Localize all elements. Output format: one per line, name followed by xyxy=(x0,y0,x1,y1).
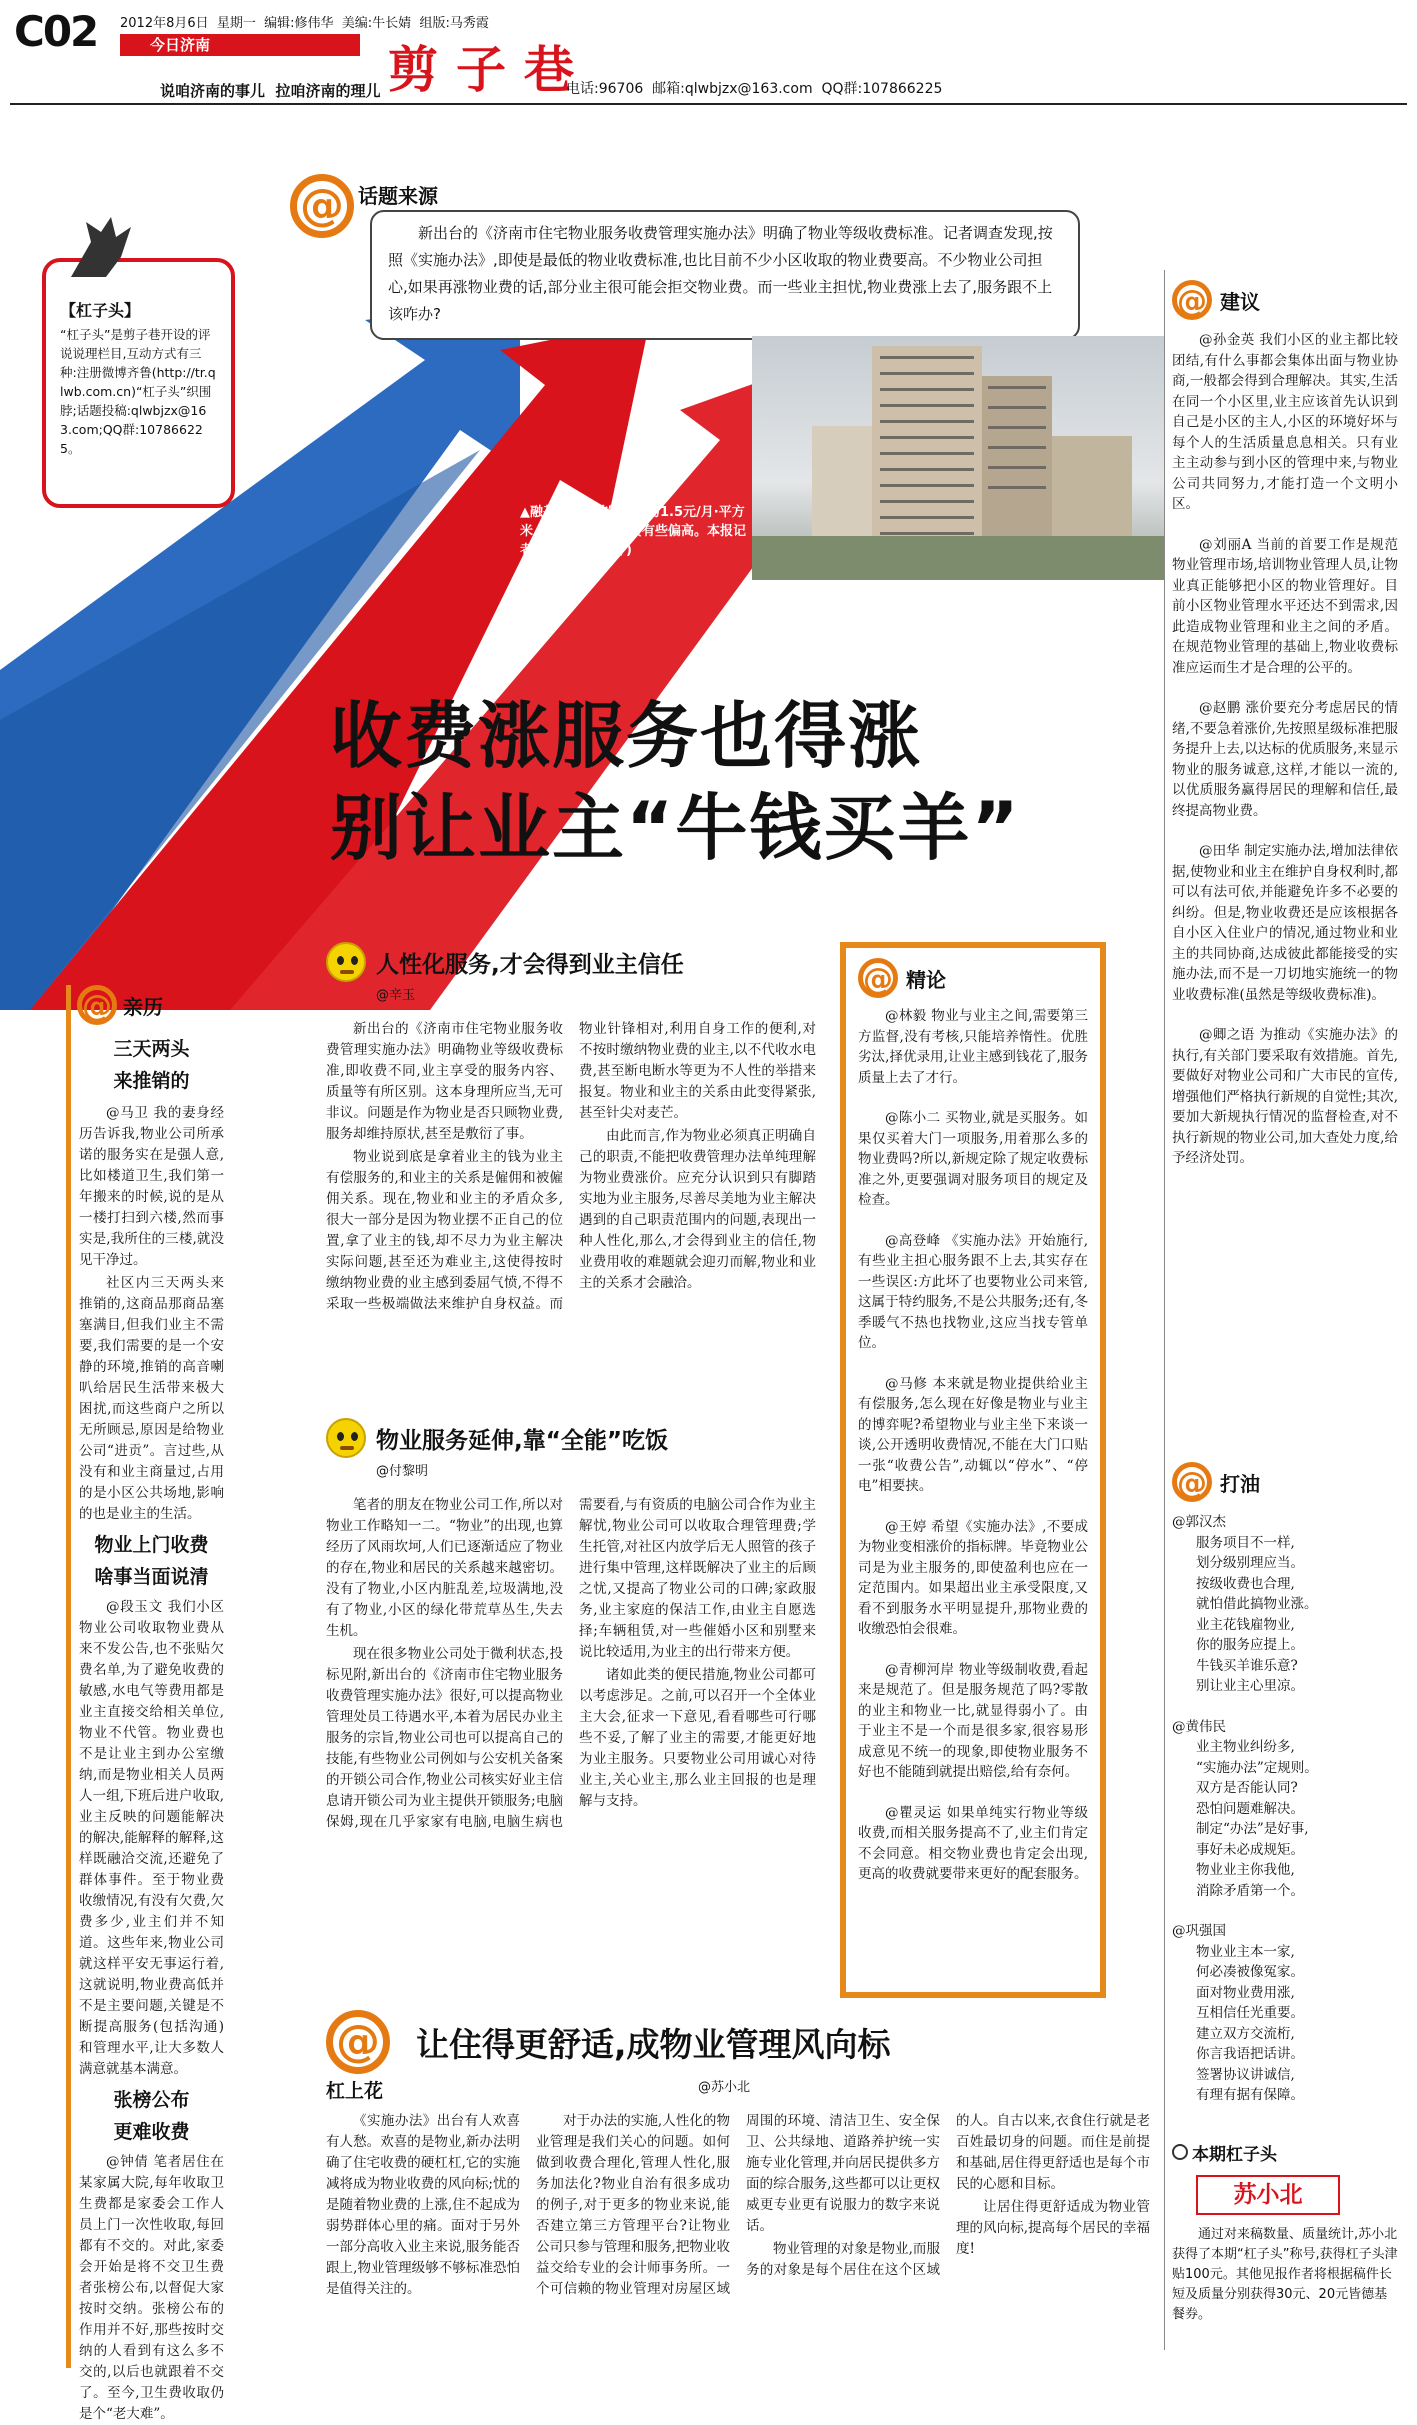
jianyi-column xyxy=(1172,280,1398,1189)
jinglun-comment: @王婷 希望《实施办法》,不要成为物业变相涨价的指标牌。毕竟物业公司是为业主服务的,即使盈利也应在一定范围内。如果超出业主承受限度,又看不到服务水平明显提升,那物业费的收缴恐怕会很难。 xyxy=(858,1518,1088,1637)
headline-line1: 收费涨服务也得涨 xyxy=(330,694,923,778)
jianyi-comment: @赵鹏 涨价要充分考虑居民的情绪,不要急着涨价,先按照星级标准把服务提升上去,以达标的优质服务,来显示物业的服务诚意,这样,才能以一流的,以优质服务赢得居民的理解和信任,最终提高物业费。 xyxy=(1172,700,1398,819)
contact-line: 电话:96706 邮箱:qlwbjzx@163.com QQ群:107866225 xyxy=(566,81,943,97)
topic-label: 话题来源 xyxy=(358,184,438,208)
benqi-label-text: 本期杠子头 xyxy=(1192,2145,1277,2165)
article-3-p4: 让居住得更舒适成为物业管理的风向标,提高每个居民的幸福度! xyxy=(956,2199,1150,2257)
jinglun-box xyxy=(840,942,1106,1998)
page-number: C02 xyxy=(14,7,98,56)
headline xyxy=(330,690,1021,874)
at-icon: @ xyxy=(1172,280,1212,320)
at-icon: @ xyxy=(77,985,117,1025)
dayou-label: 打油 xyxy=(1220,1471,1260,1496)
article-1-p1: 新出台的《济南市住宅物业服务收费管理实施办法》明确物业等级收费标准,即收费不同,业主享受的服务内容、质量等有所区别。这本身理所应当,无可非议。问题是作为物业是否只顾物业费,服务却维持原状,甚至是敷衍了事。 xyxy=(326,1021,563,1142)
motto: 说咱济南的事儿 拉咱济南的理儿 xyxy=(160,82,381,100)
jianyi-comment: @刘丽A 当前的首要工作是规范物业管理市场,培训物业管理人员,让物业真正能够把小区的物业管理好。目前小区物业管理水平还达不到需求,因此造成物业管理和业主之间的矛盾。在规范物业管理的基础上,物业收费标准应运而生才是合理的公平的。 xyxy=(1172,536,1398,676)
article-1-p3: 由此而言,作为物业必须真正明确自己的职责,不能把收费管理办法单纯理解为物业费涨价。应充分认识到只有脚踏实地为业主服务,尽善尽美地为业主解决遇到的自己职责范围内的问题,表现出一种人性化,那么,才会得到业主的信任,物业费用收的难题就会迎刃而解,物业和业主的关系才会融洽。 xyxy=(579,1128,816,1291)
article-3-title: 让住得更舒适,成物业管理风向标 xyxy=(416,2024,891,2064)
jinglun-comment: @青柳河岸 物业等级制收费,看起来是规范了。但是服务规范了吗?零散的业主和物业一比,就显得弱小了。由于业主不是一个而是很多家,很容易形成意见不统一的现象,即使物业服务不好也不能随到就提出赔偿,给有奈何。 xyxy=(858,1661,1088,1780)
article-3 xyxy=(326,2010,1150,2405)
section-tab xyxy=(120,34,360,56)
jinglun-comment: @马修 本来就是物业提供给业主有偿服务,怎么现在好像是物业与业主的博弈呢?希望物业与业主坐下来谈一谈,公开透明收费情况,不能在大门口贴一张“收费公告”,动辄以“停水”、“停电”相要挟。 xyxy=(858,1375,1088,1494)
photo-caption: ▲融基书香苑的物业费为1.5元/月·平方米,部分业主认为收费有些偏高。本报记者 喻奕 摄(资料片) xyxy=(520,505,746,558)
dayou-item xyxy=(1172,1717,1398,1902)
topic-at-icon xyxy=(290,174,354,238)
dayou-item xyxy=(1172,1512,1398,1697)
jinglun-list xyxy=(858,1006,1088,1885)
jinglun-comment: @瞿灵运 如果单纯实行物业等级收费,而相关服务提高不了,业主们肯定不会同意。相交物业费也肯定会出现,更高的收费就要带来更好的配套服务。 xyxy=(858,1804,1088,1882)
article-2 xyxy=(326,1418,816,2039)
at-icon: @ xyxy=(858,958,898,998)
jinglun-comment: @林毅 物业与业主之间,需要第三方监督,没有考核,只能培养惰性。优胜劣汰,择优录用,让业主感到钱花了,服务质量上去了才行。 xyxy=(858,1008,1088,1086)
article-1-title: 人性化服务,才会得到业主信任 xyxy=(376,951,684,978)
headline-line2: 别让业主“牛钱买羊” xyxy=(330,786,1021,870)
dayou-poem: 业主物业纠纷多, “实施办法”定规则。 双方是否能认同? 恐怕问题难解决。 制定“办法”是好事, 事好未必成规矩。 物业业主你我他, 消除矛盾第一个。 xyxy=(1196,1739,1318,1899)
at-icon: @ xyxy=(326,2010,390,2074)
dayou-author: @郭汉杰 xyxy=(1172,1514,1226,1530)
qinli-text-2: @段玉文 我们小区物业公司收取物业费从来不发公告,也不张贴欠费名单,为了避免收费的敏感,水电气等费用都是业主直接交给相关单位,物业不代管。物业费也不是让业主到办公室缴纳,而是物业相关人员两人一组,下班后进户收取,业主反映的问题能解决的解决,能解释的解释,这样既融洽交流,还避免了群体事件。至于物业费收缴情况,有没有欠费,欠费多少,业主们并不知道。这些年来,物业公司就这样平安无事运行着,这就说明,物业费高低并不是主要问题,关键是不断提高服务(包括沟通)和管理水平,让大多数人满意就基本满意。 xyxy=(79,1599,224,2077)
dayou-column xyxy=(1172,1462,1398,2126)
fist-icon xyxy=(66,212,136,282)
qinli-text-3: @钟倩 笔者居住在某家属大院,每年收取卫生费都是家委会工作人员上门一次性收取,每回都有不交的。对此,家委会开始是将不交卫生费者张榜公布,以督促大家按时交纳。张榜公布的作用并不好,那些按时交纳的人看到有这么多不交的,以后也就跟着不交了。至今,卫生费收取仍是个“老大难”。 xyxy=(79,2154,224,2422)
gangzitou-title: 【杠子头】 xyxy=(60,301,141,320)
topic-box xyxy=(370,210,1080,340)
at-icon: @ xyxy=(290,174,354,238)
topic-text: 新出台的《济南市住宅物业服务收费管理实施办法》明确了物业等级收费标准。记者调查发现,按照《实施办法》,即使是最低的物业收费标准,也比目前不少小区收取的物业费要高。不少物业公司担心,如果再涨物业费的话,部分业主很可能会拒交物业费。而一些业主担忧,物业费涨上去了,服务跟不上该咋办? xyxy=(388,224,1053,323)
article-3-p2: 对于办法的实施,人性化的物业管理是我们关心的问题。如何做到收费合理化,管理人性化,服务加法化?物业自治有很多成功的例子,对于更多的物业来说,能否建立第三方管理平台?让物业公司只参与管理和服务,把物业收益交给专业的会计师事务所。一个可信赖的物业管理对房屋区域周围的环境、清洁卫生、安全保卫、公共绿地、道路养护统一实施专业化管理,并向居民提供多方面的综合服务,这些都可以让更权威更专业更有说服力的数字来说话。 xyxy=(536,2113,940,2297)
article-1-author: @辛玉 xyxy=(376,988,416,1003)
jianyi-comment: @田华 制定实施办法,增加法律依据,使物业和业主在维护自身权利时,都可以有法可依,并能避免许多不必要的纠纷。但是,物业收费还是应该根据各自小区入住业户的情况,通过物业和业主的共同协商,达成彼此都能接受的实施办法,而不是一刀切地实施统一的物业收费标准(虽然是等级收费标准)。 xyxy=(1172,843,1398,1003)
jianyi-comment: @孙金英 我们小区的业主都比较团结,有什么事都会集体出面与物业协商,一般都会得到合理解决。其实,生活在同一个小区里,业主应该首先认识到自己是小区的主人,小区的环境好坏与每个人的生活质量息息相关。只有业主主动参与到小区的管理中来,与物业公司共同努力,才能打造一个文明小区。 xyxy=(1172,332,1398,512)
dayou-list xyxy=(1172,1512,1398,2106)
article-2-p3: 诸如此类的便民措施,物业公司都可以考虑涉足。之前,可以召开一个全体业主大会,征求一下意见,看看哪些可行哪些不妥,了解了业主的需要,才能更好地为业主服务。只要物业公司用诚心对待业主,关心业主,那么业主回报的也是理解与支持。 xyxy=(579,1667,816,1809)
qinli-text-1a: @马卫 我的妻身经历告诉我,物业公司所承诺的服务实在是强人意,比如楼道卫生,我们第一年搬来的时候,说的是从一楼打扫到六楼,然而事实是,我所住的三楼,就没见干净过。 xyxy=(79,1105,224,1268)
article-1 xyxy=(326,942,816,1429)
qinli-label: 亲历 xyxy=(123,994,163,1019)
jinglun-comment: @高登峰 《实施办法》开始施行,有些业主担心服务跟不上去,其实存在一些误区:方此坏了也要物业公司来管,这属于特约服务,不是公共服务;还有,冬季暖气不热也找物业,这应当找专管单位。 xyxy=(858,1232,1088,1351)
qinli-subhead-1: 三天两头 来推销的 xyxy=(113,1038,190,1092)
dayou-author: @黄伟民 xyxy=(1172,1718,1226,1735)
dayou-poem: 服务项目不一样, 划分级别理应当。 按级收费也合理, 就怕借此搞物业涨。 业主花钱雇物业, 你的服务应提上。 牛钱买羊谁乐意? 别让业主心里凉。 xyxy=(1196,1534,1318,1694)
article-2-p1: 笔者的朋友在物业公司工作,所以对物业工作略知一二。“物业”的出现,也算经历了风雨坎坷,人们已逐渐适应了物业的存在,物业和居民的关系越来越密切。没有了物业,小区内脏乱差,垃圾满地,没有了物业,小区的绿化带荒草丛生,失去生机。 xyxy=(326,1497,563,1639)
smiley-icon xyxy=(326,1418,366,1458)
at-icon: @ xyxy=(1172,1462,1212,1502)
jinglun-label: 精论 xyxy=(906,967,946,992)
gangzitou-box xyxy=(42,258,235,508)
jinglun-comment: @陈小二 买物业,就是买服务。如果仅买着大门一项服务,用着那么多的物业费吗?所以,新规定除了规定收费标准之外,更要强调对服务项目的规定及检查。 xyxy=(858,1110,1088,1208)
building-photo xyxy=(752,336,1164,580)
dayou-author: @巩强国 xyxy=(1172,1923,1226,1939)
article-2-p2: 现在很多物业公司处于微利状态,投标见附,新出台的《济南市住宅物业服务收费管理实施办法》很好,可以提高物业管理处员工待遇水平,本着为居民办业主服务的宗旨,物业公司也可以提高自己的技能,有些物业公司例如与公安机关备案的开锁公司合作,物业公司核实好业主信息请开锁公司为业主提供开锁服务;电脑保姆,现在几乎家家有电脑,电脑生病也需要看,与有资质的电脑公司合作为业主解忧,物业公司可以收取合理管理费;学生托管,对社区内放学后无人照管的孩子进行集中管理,这样既解决了业主的后顾之忧,又提高了物业公司的口碑;家政服务,业主家庭的保洁工作,由业主自愿选择;车辆租赁,对一些催婚小区和别墅来说比较适用,为业主的出行带来方便。 xyxy=(326,1497,816,1830)
benqi-name-box xyxy=(1196,2175,1340,2215)
benqi-label xyxy=(1172,2140,1398,2165)
qinli-column xyxy=(66,985,224,2422)
masthead-rule xyxy=(10,103,1407,105)
jianyi-list xyxy=(1172,330,1398,1169)
dayou-poem: 物业业主本一家, 何必凑被像冤家。 面对物业费用涨, 互相信任光重要。 建立双方交流桁, 你言我语把话讲。 签署协议讲诚信, 有理有据有保障。 xyxy=(1196,1943,1304,2103)
section-tab-label: 今日济南 xyxy=(150,36,211,54)
circle-icon xyxy=(1172,2144,1188,2160)
article-3-author-left: 杠上花 xyxy=(326,2080,384,2102)
article-3-p3: 物业管理的对象是物业,而服务的对象是每个居住在这个区域的人。自古以来,衣食住行就是老百姓最切身的问题。而住是前提和基础,居住得更舒适也是每个市民的心愿和目标。 xyxy=(746,2113,1150,2278)
article-3-p1: 《实施办法》出台有人欢喜有人愁。欢喜的是物业,新办法明确了住宅收费的硬杠杠,它的实施减将成为物业收费的风向标;忧的是随着物业费的上涨,住不起成为弱势群体心里的痛。面对于另外一部分高收入业主来说,服务能否跟上,物业管理级够不够标准恐怕是值得关注的。 xyxy=(326,2113,520,2297)
qinli-subhead-3: 张榜公布 更难收费 xyxy=(113,2089,190,2143)
benqi-box xyxy=(1172,2140,1398,2325)
article-2-title: 物业服务延伸,靠“全能”吃饭 xyxy=(376,1427,668,1454)
article-2-author: @付黎明 xyxy=(376,1464,429,1479)
gangzitou-text: “杠子头”是剪子巷开设的评说说理栏目,互动方式有三种:注册微博齐鲁(http://tr.qlwb.com.cn)“杠子头”织围脖;话题投稿:qlwbjzx@163.com;QQ群:107866225。 xyxy=(60,327,216,456)
jianyi-label: 建议 xyxy=(1220,289,1260,314)
article-3-author: @苏小北 xyxy=(697,2080,750,2095)
dayou-item xyxy=(1172,1921,1398,2106)
jianyi-comment: @卿之语 为推动《实施办法》的执行,有关部门要采取有效措施。首先,要做好对物业公司和广大市民的宣传,增强他们严格执行新规的自觉性;其次,要加大新规执行情况的监督检查,对不执行新规的物业公司,加大查处力度,给予经济处罚。 xyxy=(1172,1027,1398,1166)
column-title: 剪子巷 xyxy=(388,40,592,99)
qinli-text-1b: 社区内三天两头来推销的,这商品那商品塞塞满目,但我们业主不需要,我们需要的是一个安静的环境,推销的高音喇叭给居民生活带来极大困扰,而这些商户之所以无所顾忌,原因是给物业公司“进贡”。言过些,从没有和业主商量过,占用的是小区公共场地,影响的也是业主的生活。 xyxy=(79,1275,224,1522)
right-column-rule xyxy=(1164,270,1165,2350)
benqi-name: 苏小北 xyxy=(1233,2182,1303,2208)
benqi-text: 通过对来稿数量、质量统计,苏小北获得了本期“杠子头”称号,获得杠子头津贴100元。其他见报作者将根据稿件长短及质量分别获得30元、20元皆德基餐券。 xyxy=(1172,2227,1398,2322)
date-line: 2012年8月6日 星期一 编辑:修伟华 美编:牛长婧 组版:马秀霞 xyxy=(120,16,489,31)
qinli-subhead-2: 物业上门收费 啥事当面说清 xyxy=(94,1534,209,1588)
smiley-icon xyxy=(326,942,366,982)
article-1-p2: 物业说到底是拿着业主的钱为业主有偿服务的,和业主的关系是僱佣和被僱佣关系。现在,物业和业主的矛盾众多,很大一部分是因为物业摆不正自己的位置,拿了业主的钱,却不尽力为业主解决实际问题,甚至还为难业主,这使得按时缴纳物业费的业主感到委屈气愤,不得不采取一些极端做法来维护自身权益。而物业针锋相对,利用自身工作的便利,对不按时缴纳物业费的业主,以不代收水电费,甚至断电断水等更为不人性的举措来报复。物业和业主的关系由此变得紧张,甚至针尖对麦芒。 xyxy=(326,1021,816,1312)
